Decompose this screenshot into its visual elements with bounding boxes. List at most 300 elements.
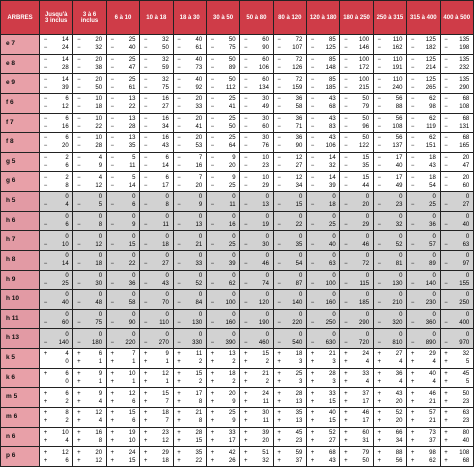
upper-deviation: [73, 213, 105, 221]
value: 27: [462, 202, 470, 209]
value: 0: [365, 233, 370, 240]
sign: +: [243, 398, 248, 405]
lower-deviation: [73, 457, 105, 465]
sign: −: [110, 123, 114, 130]
lower-deviation: [407, 142, 439, 150]
value: 250: [459, 300, 470, 307]
lower-deviation: [407, 260, 439, 268]
value: 0: [132, 194, 136, 201]
value: 57: [429, 241, 436, 248]
upper-deviation: [207, 193, 239, 201]
lower-deviation: [40, 319, 72, 327]
sign: −: [177, 37, 181, 44]
sign: +: [210, 378, 215, 385]
sign: +: [344, 351, 348, 358]
value: 20: [62, 143, 69, 150]
tolerance-cell: [106, 113, 139, 133]
sign: −: [344, 143, 348, 150]
lower-deviation: [407, 123, 439, 131]
upper-deviation: [140, 350, 172, 358]
tolerance-cell: [73, 349, 106, 369]
lower-deviation: [40, 162, 72, 170]
value: 0: [399, 194, 403, 201]
value: 230: [425, 300, 436, 307]
sign: −: [143, 64, 148, 71]
lower-deviation: [274, 437, 306, 445]
lower-deviation: [207, 378, 239, 386]
value: 2: [65, 155, 69, 162]
value: 32: [162, 76, 169, 83]
sign: −: [43, 221, 48, 228]
lower-deviation: [174, 417, 206, 425]
value: 1: [165, 359, 169, 366]
sign: −: [77, 241, 81, 248]
sign: +: [444, 457, 448, 464]
value: 130: [392, 280, 403, 287]
lower-deviation: [374, 339, 406, 347]
lower-deviation: [240, 378, 272, 386]
sign: +: [377, 398, 381, 405]
upper-deviation: [307, 154, 339, 162]
value: 50: [362, 96, 370, 103]
lower-deviation: [441, 378, 474, 386]
tolerance-cell: [340, 427, 373, 447]
lower-deviation: [207, 339, 239, 347]
tolerance-cell: [307, 270, 340, 290]
value: 4: [399, 378, 403, 385]
upper-deviation: [240, 36, 272, 44]
upper-deviation: [274, 370, 306, 378]
value: 10: [262, 174, 269, 181]
value: 0: [232, 312, 236, 319]
tolerance-cell: [240, 211, 273, 231]
upper-deviation: [174, 233, 206, 241]
value: 0: [365, 253, 370, 260]
tolerance-cell: [173, 54, 206, 74]
upper-deviation: [107, 36, 139, 44]
sign: +: [277, 410, 281, 417]
upper-deviation: [274, 154, 306, 162]
tolerance-cell: [440, 368, 474, 388]
tolerance-cell: [273, 172, 306, 192]
tolerance-cell: [407, 270, 440, 290]
lower-deviation: [374, 162, 406, 170]
lower-deviation: [340, 319, 372, 327]
value: 79: [362, 104, 370, 111]
lower-deviation: [374, 103, 406, 111]
sign: +: [277, 398, 281, 405]
value: 110: [392, 37, 403, 44]
sign: −: [210, 300, 215, 307]
sign: −: [377, 280, 381, 287]
value: 4: [98, 398, 103, 405]
sign: −: [444, 123, 448, 130]
upper-deviation: [207, 390, 239, 398]
upper-deviation: [307, 370, 339, 378]
value: 59: [295, 449, 303, 456]
lower-deviation: [140, 358, 172, 366]
sign: +: [444, 390, 448, 397]
row-label: h 11: [1, 309, 40, 329]
sign: +: [243, 418, 248, 425]
upper-deviation: [274, 76, 306, 84]
lower-deviation: [174, 280, 206, 288]
tolerance-cell: [240, 231, 273, 251]
sign: +: [77, 429, 81, 436]
sign: −: [143, 135, 148, 142]
sign: −: [410, 104, 415, 111]
value: 0: [265, 213, 269, 220]
upper-deviation: [274, 115, 306, 123]
value: 4: [65, 202, 69, 209]
value: 120: [258, 300, 269, 307]
lower-deviation: [307, 437, 339, 445]
tolerance-cell: [173, 231, 206, 251]
lower-deviation: [441, 241, 474, 249]
tolerance-cell: [273, 270, 306, 290]
sign: +: [310, 410, 315, 417]
upper-deviation: [174, 36, 206, 44]
tolerance-cell: [106, 152, 139, 172]
tolerance-cell: [73, 447, 106, 467]
upper-deviation: [73, 115, 105, 123]
lower-deviation: [140, 280, 172, 288]
value: 43: [429, 163, 436, 170]
tolerance-cell: [407, 35, 440, 55]
value: 15: [195, 437, 203, 444]
upper-deviation: [441, 449, 474, 457]
lower-deviation: [407, 358, 439, 366]
lower-deviation: [407, 162, 439, 170]
tolerance-cell: [273, 427, 306, 447]
lower-deviation: [407, 378, 439, 386]
lower-deviation: [407, 437, 439, 445]
value: 64: [228, 143, 236, 150]
upper-deviation: [307, 213, 339, 221]
sign: +: [344, 437, 348, 444]
lower-deviation: [40, 103, 72, 111]
lower-deviation: [407, 201, 439, 209]
upper-deviation: [240, 174, 272, 182]
value: 12: [295, 174, 303, 181]
value: 33: [195, 104, 203, 111]
lower-deviation: [374, 358, 406, 366]
value: 63: [462, 241, 470, 248]
sign: −: [77, 84, 81, 91]
value: 46: [429, 390, 436, 397]
tolerance-cell: [106, 231, 139, 251]
sign: −: [243, 155, 248, 162]
upper-deviation: [174, 272, 206, 280]
sign: −: [210, 45, 215, 52]
value: 0: [265, 253, 269, 260]
value: 0: [365, 312, 370, 319]
value: 33: [329, 390, 336, 397]
lower-deviation: [274, 280, 306, 288]
sign: +: [210, 437, 215, 444]
sign: +: [177, 378, 181, 385]
value: 290: [459, 84, 470, 91]
lower-deviation: [274, 339, 306, 347]
sign: −: [243, 84, 248, 91]
lower-deviation: [441, 44, 474, 52]
value: 4: [399, 359, 403, 366]
upper-deviation: [374, 331, 406, 339]
tolerance-cell: [206, 211, 239, 231]
lower-deviation: [374, 182, 406, 190]
sign: +: [410, 370, 415, 377]
tolerance-cell: [407, 250, 440, 270]
lower-deviation: [140, 44, 172, 52]
upper-deviation: [441, 311, 474, 319]
upper-deviation: [274, 409, 306, 417]
value: 40: [195, 76, 203, 83]
sign: −: [77, 163, 81, 170]
lower-deviation: [240, 123, 272, 131]
value: 0: [399, 272, 403, 279]
upper-deviation: [140, 115, 172, 123]
value: 13: [228, 351, 236, 358]
value: 14: [329, 155, 336, 162]
value: 0: [298, 292, 303, 299]
value: 232: [459, 64, 470, 71]
value: 37: [295, 457, 303, 464]
value: 0: [65, 378, 69, 385]
upper-deviation: [107, 311, 139, 319]
upper-deviation: [407, 193, 439, 201]
sign: −: [143, 115, 148, 122]
value: 22: [95, 123, 103, 130]
sign: −: [177, 221, 181, 228]
sign: −: [410, 300, 415, 307]
upper-deviation: [240, 331, 272, 339]
tolerance-cell: [106, 172, 139, 192]
value: 60: [262, 123, 269, 130]
sign: −: [410, 115, 415, 122]
tolerance-cell: [140, 388, 173, 408]
sign: −: [77, 96, 81, 103]
sign: −: [344, 174, 348, 181]
value: 36: [295, 135, 303, 142]
value: 10: [95, 96, 103, 103]
sign: −: [344, 123, 348, 130]
upper-deviation: [340, 95, 372, 103]
value: 4: [365, 359, 370, 366]
sign: −: [43, 37, 48, 44]
sign: −: [243, 320, 248, 327]
value: 146: [359, 45, 370, 52]
value: 6: [65, 370, 69, 377]
value: 0: [232, 194, 236, 201]
value: 1: [165, 378, 169, 385]
lower-deviation: [207, 44, 239, 52]
lower-deviation: [40, 457, 72, 465]
lower-deviation: [441, 260, 474, 268]
lower-deviation: [407, 182, 439, 190]
tolerance-cell: [273, 192, 306, 212]
upper-deviation: [73, 291, 105, 299]
sign: −: [77, 64, 81, 71]
value: 25: [228, 182, 236, 189]
sign: −: [344, 155, 348, 162]
lower-deviation: [274, 260, 306, 268]
upper-deviation: [274, 233, 306, 241]
upper-deviation: [407, 272, 439, 280]
sign: −: [110, 37, 114, 44]
sign: −: [143, 84, 148, 91]
tolerance-cell: [340, 368, 373, 388]
sign: +: [344, 370, 348, 377]
value: 1: [132, 378, 136, 385]
value: 0: [465, 253, 470, 260]
upper-deviation: [407, 213, 439, 221]
sign: +: [43, 429, 48, 436]
sign: −: [243, 64, 248, 71]
value: 19: [262, 221, 269, 228]
lower-deviation: [73, 123, 105, 131]
upper-deviation: [140, 95, 172, 103]
value: 0: [399, 292, 403, 299]
value: 220: [292, 320, 303, 327]
value: 52: [395, 410, 403, 417]
value: 19: [128, 429, 136, 436]
value: 148: [325, 64, 336, 71]
sign: −: [410, 320, 415, 327]
upper-deviation: [307, 134, 339, 142]
value: 13: [128, 115, 136, 122]
lower-deviation: [340, 437, 372, 445]
tolerance-cell: [173, 447, 206, 467]
value: 18: [162, 241, 169, 248]
lower-deviation: [107, 142, 139, 150]
value: 60: [262, 56, 269, 63]
tolerance-cell: [40, 172, 73, 192]
header-range: 18 à 30: [173, 1, 206, 35]
tolerance-cell: [373, 35, 406, 55]
value: 5: [132, 155, 136, 162]
lower-deviation: [374, 398, 406, 406]
sign: −: [210, 261, 215, 268]
value: 8: [65, 182, 69, 189]
tolerance-cell: [73, 231, 106, 251]
lower-deviation: [107, 417, 139, 425]
sign: +: [344, 457, 348, 464]
value: 43: [329, 135, 336, 142]
value: 50: [228, 56, 236, 63]
value: 0: [365, 292, 370, 299]
upper-deviation: [240, 95, 272, 103]
value: 15: [128, 410, 136, 417]
value: 0: [399, 331, 403, 338]
value: 0: [198, 312, 203, 319]
value: 34: [162, 123, 169, 130]
value: 0: [465, 194, 470, 201]
sign: −: [143, 104, 148, 111]
lower-deviation: [374, 437, 406, 445]
value: 630: [325, 339, 336, 346]
value: 14: [62, 56, 69, 63]
sign: −: [444, 241, 448, 248]
lower-deviation: [340, 417, 372, 425]
tolerance-cell: [273, 250, 306, 270]
tolerance-cell: [340, 290, 373, 310]
sign: +: [210, 410, 215, 417]
sign: +: [344, 390, 348, 397]
value: 8: [98, 221, 103, 228]
tolerance-cell: [407, 152, 440, 172]
tolerance-cell: [273, 211, 306, 231]
value: 15: [362, 174, 370, 181]
sign: +: [444, 437, 448, 444]
tolerance-cell: [407, 172, 440, 192]
value: 49: [395, 182, 403, 189]
sign: −: [410, 64, 415, 71]
value: 0: [198, 213, 203, 220]
upper-deviation: [407, 429, 439, 437]
upper-deviation: [441, 429, 474, 437]
value: 41: [228, 104, 236, 111]
sign: +: [410, 359, 415, 366]
tolerance-cell: [440, 329, 474, 349]
upper-deviation: [140, 154, 172, 162]
sign: −: [444, 163, 448, 170]
sign: −: [377, 320, 381, 327]
sign: +: [377, 378, 381, 385]
value: 32: [262, 457, 269, 464]
value: 75: [228, 45, 236, 52]
value: 0: [365, 272, 370, 279]
tolerance-cell: [40, 447, 73, 467]
sign: −: [43, 261, 48, 268]
value: 79: [362, 449, 370, 456]
upper-deviation: [340, 291, 372, 299]
lower-deviation: [174, 64, 206, 72]
tolerance-cell: [173, 329, 206, 349]
value: 90: [295, 143, 303, 150]
value: 72: [362, 261, 370, 268]
value: 12: [162, 437, 169, 444]
lower-deviation: [207, 417, 239, 425]
lower-deviation: [107, 123, 139, 131]
header-range: 10 à 18: [140, 1, 173, 35]
tolerance-cell: [140, 349, 173, 369]
upper-deviation: [140, 134, 172, 142]
sign: −: [43, 174, 48, 181]
lower-deviation: [274, 142, 306, 150]
tolerance-cell: [173, 270, 206, 290]
upper-deviation: [274, 213, 306, 221]
value: 13: [295, 398, 303, 405]
sign: −: [277, 143, 281, 150]
tolerance-cell: [106, 290, 139, 310]
upper-deviation: [307, 233, 339, 241]
lower-deviation: [207, 123, 239, 131]
value: 71: [295, 123, 303, 130]
upper-deviation: [174, 134, 206, 142]
sign: +: [243, 351, 248, 358]
value: 8: [165, 202, 169, 209]
table-row: [1, 427, 474, 447]
lower-deviation: [240, 457, 272, 465]
sign: +: [177, 410, 181, 417]
value: 62: [429, 96, 436, 103]
value: 890: [425, 339, 436, 346]
value: 6: [132, 418, 136, 425]
lower-deviation: [40, 260, 72, 268]
sign: +: [43, 410, 48, 417]
header-range: 250 à 315: [373, 1, 406, 35]
sign: +: [143, 378, 148, 385]
